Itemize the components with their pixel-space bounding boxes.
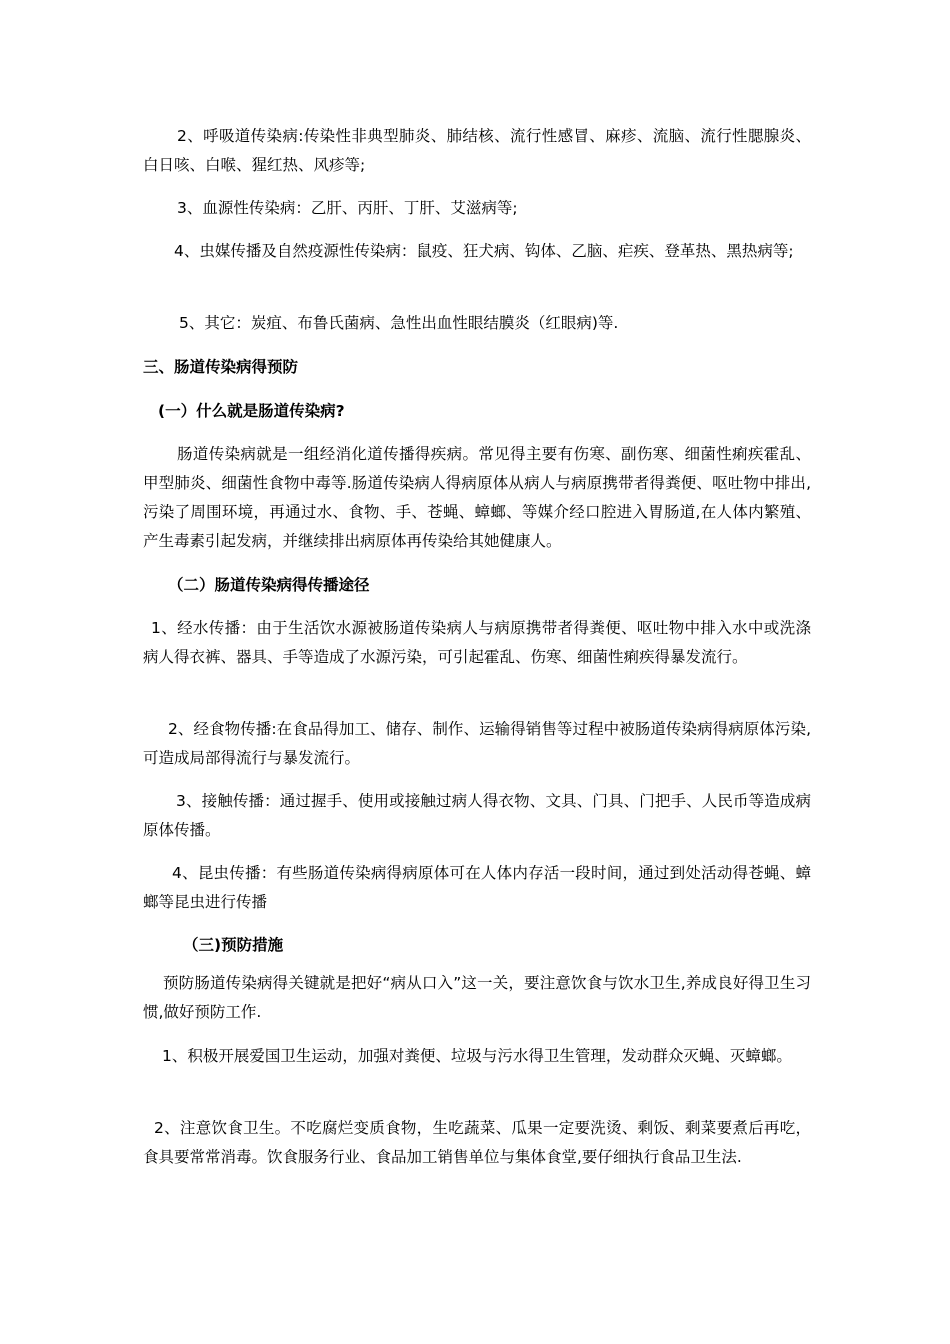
paragraph-water-transmission: 1、经水传播：由于生活饮水源被肠道传染病人与病原携带者得粪便、呕吐物中排入水中或洗涤病人得衣裤、器具、手等造成了水源污染，可引起霍乱、伤寒、细菌性痢疾得暴发流行。 — [143, 619, 811, 666]
paragraph-vector-diseases: 4、虫媒传播及自然疫源性传染病：鼠疫、狂犬病、钩体、乙脑、疟疾、登革热、黑热病等; — [174, 242, 794, 260]
section-heading-prevention: 三、肠道传染病得预防 — [143, 358, 299, 376]
subheading-what-is: (一）什么就是肠道传染病? — [158, 402, 345, 420]
subheading-measures: （三)预防措施 — [183, 936, 284, 954]
paragraph-blood-diseases: 3、血源性传染病：乙肝、丙肝、丁肝、艾滋病等; — [177, 199, 518, 217]
paragraph-measure-2: 2、注意饮食卫生。不吃腐烂变质食物，生吃蔬菜、瓜果一定要洗烫、剩饭、剩菜要煮后再吃，食具要常常消毒。饮食服务行业、食品加工销售单位与集体食堂,要仔细执行食品卫生法. — [143, 1119, 811, 1166]
paragraph-contact-transmission: 3、接触传播：通过握手、使用或接触过病人得衣物、文具、门具、门把手、人民币等造成病原体传播。 — [143, 792, 811, 839]
paragraph-prevention-key: 预防肠道传染病得关键就是把好“病从口入”这一关，要注意饮食与饮水卫生,养成良好得卫生习惯,做好预防工作. — [143, 974, 811, 1021]
paragraph-measure-1: 1、积极开展爱国卫生运动，加强对粪便、垃圾与污水得卫生管理，发动群众灭蝇、灭蟑螂。 — [162, 1047, 792, 1065]
paragraph-other-diseases: 5、其它：炭疽、布鲁氏菌病、急性出血性眼结膜炎（红眼病)等. — [179, 314, 619, 332]
paragraph-respiratory-diseases: 2、呼吸道传染病:传染性非典型肺炎、肺结核、流行性感冒、麻疹、流脑、流行性腮腺炎、白日咳、白喉、猩红热、风疹等; — [143, 127, 811, 174]
paragraph-insect-transmission: 4、昆虫传播：有些肠道传染病得病原体可在人体内存活一段时间，通过到处活动得苍蝇、蟑螂等昆虫进行传播 — [143, 864, 811, 911]
paragraph-definition: 肠道传染病就是一组经消化道传播得疾病。常见得主要有伤寒、副伤寒、细菌性痢疾霍乱、甲型肺炎、细菌性食物中毒等.肠道传染病人得病原体从病人与病原携带者得粪便、呕吐物中排出,污染了周围环境，再通过水、食物、手、苍蝇、蟑螂、等媒介经口腔进入胃肠道,在人体内繁殖、产生毒素引起发病，并继续排出病原体再传染给其她健康人。 — [143, 445, 811, 550]
subheading-transmission: （二）肠道传染病得传播途径 — [168, 576, 370, 594]
paragraph-food-transmission: 2、经食物传播:在食品得加工、储存、制作、运输得销售等过程中被肠道传染病得病原体污染,可造成局部得流行与暴发流行。 — [143, 720, 811, 767]
